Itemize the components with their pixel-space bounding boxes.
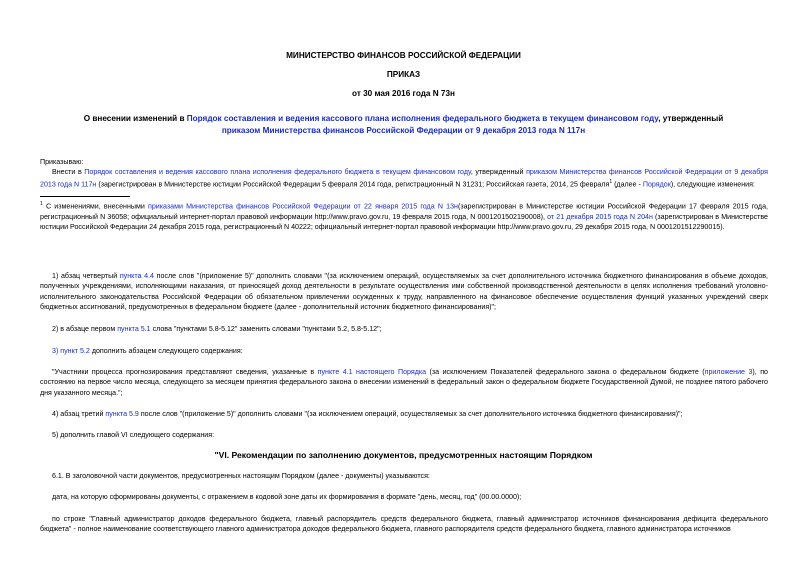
footnote-link-13n[interactable]: приказами Министерства финансов Российской Федерации от 22 января 2015 года N 13н [148, 202, 458, 211]
footnote-link-204n[interactable]: от 21 декабря 2015 года N 204н [547, 212, 653, 221]
title-link-procedure[interactable]: Порядок составления и ведения кассового плана исполнения федерального бюджета в текущем финансовом году [186, 114, 659, 123]
ministry-heading: МИНИСТЕРСТВО ФИНАНСОВ РОССИЙСКОЙ ФЕДЕРАЦИИ [286, 51, 521, 60]
quote-link-4-1[interactable]: пункте 4.1 настоящего Порядка [317, 368, 427, 376]
item-5: 5) дополнить главой VI следующего содержания: [52, 431, 215, 439]
title-link-order-117n[interactable]: приказом Министерства финансов Российской Федерации от 9 декабря 2013 года N 117н [221, 126, 586, 135]
paragraph-row: по строке "Главный администратор доходов федерального бюджета, главный распорядитель средств федерального бюджета, главный администратор источников финансирования дефицита федерального бюджета" - полное наименование соответствующего главного администратора доходов федерального бюджета, главного распорядителя средств федерального бюджета, главного администратора источников [40, 515, 768, 534]
item-1: 1) абзац четвертый пункта 4.4 после слов "(приложение 5)" дополнить словами "(за исключением операций, осуществляемых за счет дополнительного источника бюджетного финансирования в объеме доходов, полученных учреждениями, исполняющими наказания, от приносящей доход деятельности в результате осуществления ими собственной производственной деятельности в целях исполнения требований уголовно-исполнительного законодательства Российской Федерации об обязательном привлечении осужденных к труду, направленного на финансовое обеспечение осуществления функций указанных учреждений сверх бюджетных ассигнований, предусмотренных в федеральном бюджете (далее - дополнительный источник бюджетного финансирования)"; [40, 272, 769, 312]
item4-link-5-9[interactable]: пункта 5.9 [105, 410, 139, 418]
chapter-heading: "VI. Рекомендации по заполнению документов, предусмотренных настоящим Порядком [214, 450, 593, 460]
paragraph-6-1: 6.1. В заголовочной части документов, предусмотренных настоящим Порядком (далее - документы) указываются: [52, 472, 430, 480]
footnote-divider [40, 196, 130, 197]
item-4: 4) абзац третий пункта 5.9 после слов "(приложение 5)" дополнить словами "(за исключением операций, осуществляемых за счет дополнительного источника бюджетного финансирования)"; [52, 410, 683, 418]
item3-link-5-2[interactable]: 3) пункт 5.2 [52, 347, 90, 355]
item-3: 3) пункт 5.2 дополнить абзацем следующего содержания: [52, 347, 243, 355]
footnote-number: 1 [40, 201, 43, 207]
intro-paragraph: Внести в Порядок составления и ведения кассового плана исполнения федерального бюджета в текущем финансовом году, утвержденный приказом Министерства финансов Российской Федерации от 9 декабря 2013 года N 117н (зарегистрирован в Министерстве юстиции Российской Федерации 5 февраля 2014 года, регистрационный N 31231; Российская газета, 2014, 25 февраля$^1$ (далее - Порядок), следующие изменения: [40, 168, 768, 189]
document-title: О внесении изменений в Порядок составления и ведения кассового плана исполнения федерального бюджета в текущем финансовом году, утвержденный приказом Министерства финансов Российской Федерации от 9 декабря 2013 года N 117н [83, 114, 724, 135]
document-date-number: от 30 мая 2016 года N 73н [352, 89, 455, 98]
intro-link-procedure[interactable]: Порядок составления и ведения кассового плана исполнения федерального бюджета в текущем финансовом году [84, 168, 471, 176]
paragraph-date: дата, на которую сформированы документы, с отражением в кодовой зоне даты их формирования в формате "день, месяц, год" (00.00.0000); [52, 493, 522, 501]
item2-link-5-1[interactable]: пункта 5.1 [117, 325, 151, 333]
footnote-marker: 1 [609, 179, 613, 186]
document-type: ПРИКАЗ [386, 70, 421, 79]
item-2: 2) в абзаце первом пункта 5.1 слова "пунктами 5.8-5.12" заменить словами "пунктами 5.2, 5.8-5.12"; [52, 325, 382, 333]
item-3-quote: "Участники процесса прогнозирования представляют сведения, указанные в пункте 4.1 настоящего Порядка (за исключением Показателей федерального закона о федеральном бюджете (приложение 3), по состоянию на первое число месяца, следующего за месяцем принятия федерального закона о внесении изменений в федеральный закон о федеральном бюджете Государственной Думой, не позднее пятого рабочего дня указанного месяца."; [40, 368, 768, 397]
intro-link-poryadok[interactable]: Порядок [642, 180, 671, 189]
item1-link-4-4[interactable]: пункта 4.4 [119, 272, 154, 280]
quote-link-appendix-3[interactable]: приложение 3 [704, 368, 753, 376]
intro-link-order-117n[interactable]: приказом Министерства финансов Российской Федерации от 9 декабря 2013 года N 117н [40, 168, 768, 189]
footnote-text: $^1$ С изменениями, внесенными приказами Министерства финансов Российской Федерации от 22 января 2015 года N 13н(зарегистрирован в Министерстве юстиции Российской Федерации 17 февраля 2015 года, регистрационный N 36058; официальный интернет-портал правовой информации http://www.pravo.gov.ru, 19 февраля 2015 года, N 0001201502190008), от 21 декабря 2015 года N 204н (зарегистрирован в Министерстве юстиции Российской Федерации 24 декабря 2015 года, регистрационный N 40222; официальный интернет-портал правовой информации http://www.pravo.gov.ru, 29 декабря 2015 года, N 0001201512290015). [40, 201, 768, 232]
order-word: Приказываю: [40, 158, 84, 166]
